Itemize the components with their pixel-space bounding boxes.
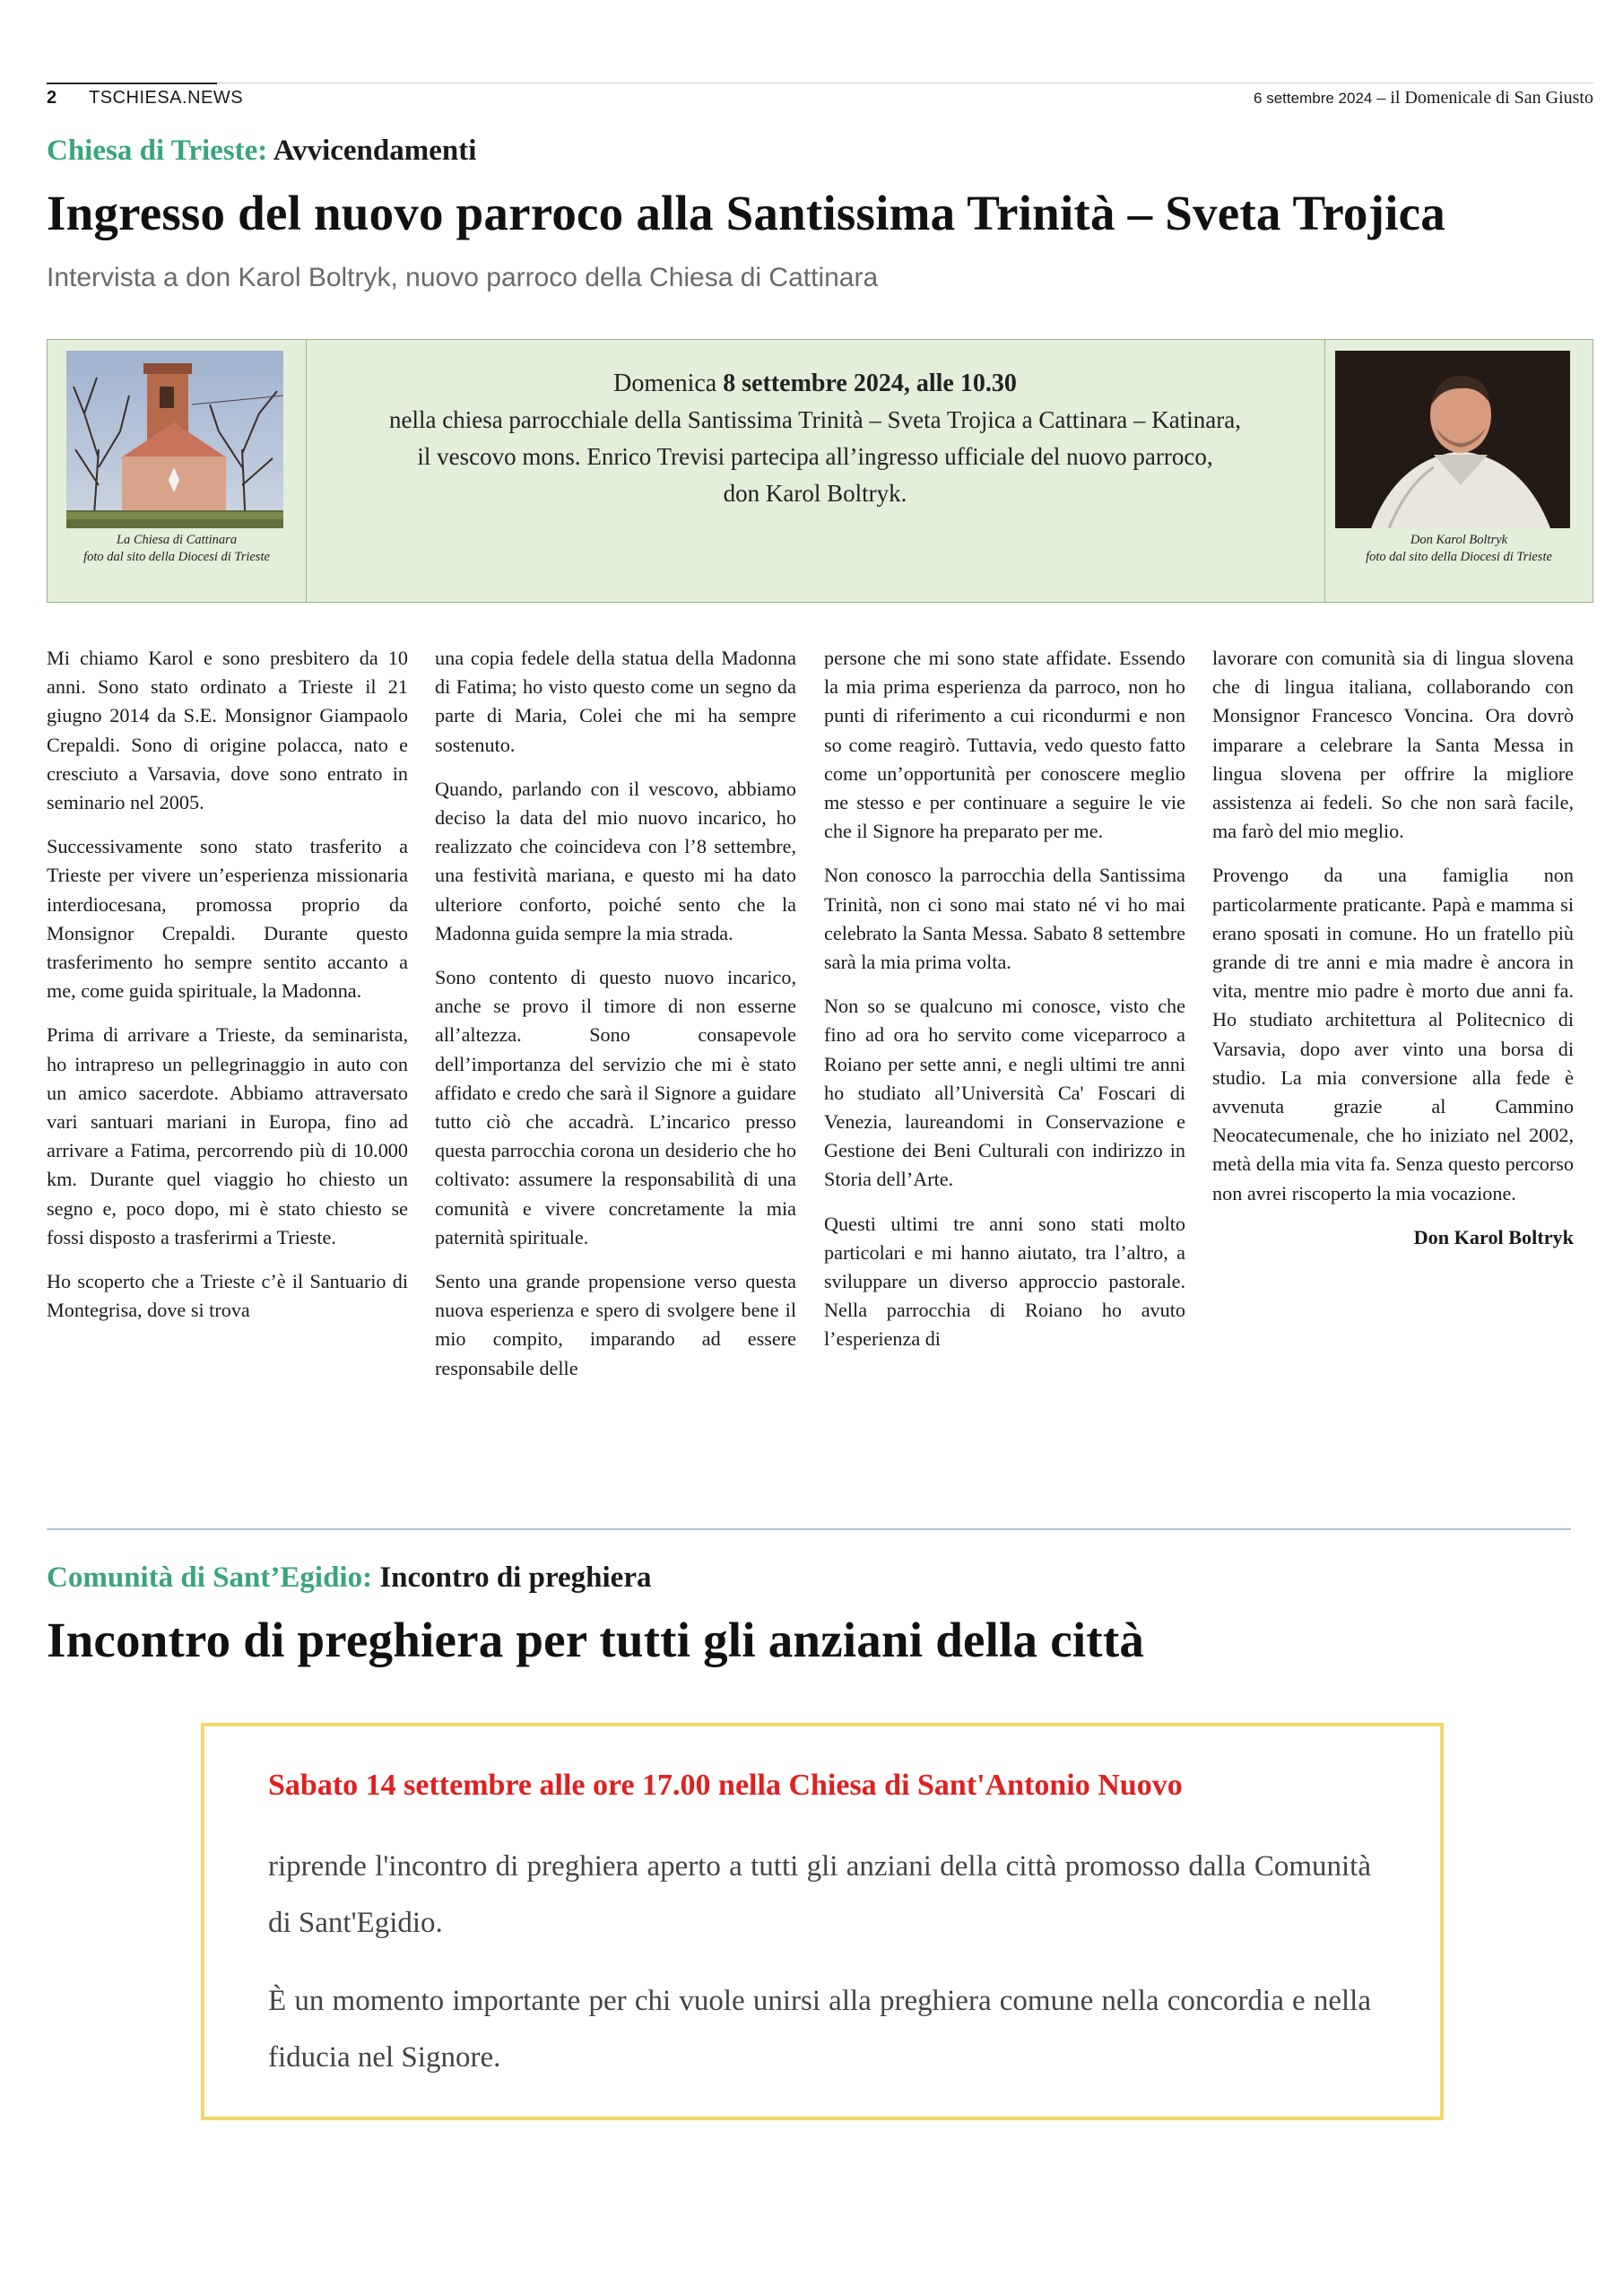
event-paragraph-2: È un momento importante per chi vuole unirsi alla preghiera comune nella concordia e nella fiducia nel Signore.	[268, 1985, 1371, 2074]
event-box	[201, 1723, 1444, 2120]
announcement-date-line	[317, 365, 1314, 402]
paragraph: Provengo da una famiglia non particolarmente praticante. Papà e mamma si erano sposati in comune. Ho un fratello più grande di tre anni e mia madre è ancora in vita, mentre mio padre è morto due anni fa. Ho studiato architettura al Politecnico di Varsavia, dopo aver vinto una borsa di studio. La mia conversione alla fede è avvenuta grazie al Cammino Neocatecumenale, che ho iniziato nel 2002, metà della mia vita fa. Senza questo percorso non avrei riscoperto la mia vocazione.	[1212, 864, 1574, 1205]
priest-image	[1335, 351, 1570, 528]
event-line: Sabato 14 settembre alle ore 17.00 nella Chiesa di Sant'Antonio Nuovo	[268, 1769, 1183, 1802]
paragraph: Prima di arrivare a Trieste, da seminarista, ho intrapreso un pellegrinaggio in auto con un amico sacerdote. Abbiamo attraversato vari santuari mariani in Europa, fino ad arrivare a Fatima, percorrendo più di 10.000 km. Durante quel viaggio ho chiesto un segno e, poco dopo, mi è stato chiesto se fossi disposto a trasferirmi a Trieste.	[47, 1023, 408, 1248]
article2-headline: Incontro di preghiera per tutti gli anziani della città	[47, 1613, 1145, 1667]
article1-column-3	[824, 644, 1185, 1354]
paragraph: una copia fedele della statua della Madonna di Fatima; ho visto questo come un segno da parte di Maria, Colei che mi ha sempre sostenuto.	[435, 647, 796, 756]
announcement-priest: don Karol Boltryk.	[723, 480, 907, 507]
church-photo-caption	[55, 532, 299, 566]
paragraph: Non conosco la parrocchia della Santissima Trinità, non ci sono mai stato né vi ho mai celebrato la Santa Messa. Sabato 8 settembre sarà la mia prima volta.	[824, 864, 1185, 974]
page-number: 2	[47, 88, 57, 108]
article1-subheadline: Intervista a don Karol Boltryk, nuovo parroco della Chiesa di Cattinara	[47, 263, 879, 292]
article2-topic: Incontro di preghiera	[379, 1561, 652, 1594]
paragraph: Quando, parlando con il vescovo, abbiamo deciso la data del mio nuovo incarico, ho realizzato che coincideva con l’8 settembre, una festività mariana, e questo mi ha dato ulteriore conforto, poiché sento che la Madonna guida sempre la mia strada.	[435, 777, 796, 944]
header-rule	[47, 83, 217, 84]
church-caption-title: La Chiesa di Cattinara	[116, 533, 238, 547]
paragraph: Questi ultimi tre anni sono stati molto particolari e mi hanno aiutato, tra l’altro, a sviluppare un diverso approccio pastorale. Nella parrocchia di Roiano ho avuto l’esperienza di	[824, 1212, 1185, 1351]
church-image	[66, 351, 283, 528]
article2-section: Comunità di Sant’Egidio:	[47, 1561, 373, 1594]
article1-column-1	[47, 644, 408, 1325]
page-header	[47, 83, 1593, 113]
announcement-box	[47, 339, 1593, 603]
paragraph: Ho scoperto che a Trieste c’è il Santuario di Montegrisa, dove si trova	[47, 1270, 408, 1322]
church-photo	[66, 351, 283, 528]
box-divider-left	[306, 340, 307, 602]
priest-photo	[1335, 351, 1570, 528]
announcement-bishop: il vescovo mons. Enrico Trevisi partecipa all’ingresso ufficiale del nuovo parroco,	[417, 443, 1213, 470]
priest-caption-credit: foto dal sito della Diocesi di Trieste	[1366, 550, 1552, 564]
announcement-text	[317, 365, 1314, 512]
priest-photo-caption	[1335, 532, 1583, 566]
article1-headline: Ingresso del nuovo parroco alla Santissima Trinità – Sveta Trojica	[47, 186, 1445, 240]
article1-kicker	[47, 135, 476, 168]
paragraph: persone che mi sono state affidate. Essendo la mia prima esperienza da parroco, non ho punti di riferimento a cui ricondurmi e non so come reagirò. Tuttavia, vedo questo fatto come un’opportunità per conoscere meglio me stesso e per continuare a seguire le vie che il Signore ha preparato per me.	[824, 647, 1185, 843]
publication-name: il Domenicale di San Giusto	[1390, 88, 1593, 108]
announcement-place: nella chiesa parrocchiale della Santissima Trinità – Sveta Trojica a Cattinara – Katinara,	[389, 406, 1241, 433]
date-separator: –	[1372, 88, 1391, 108]
paragraph: Sono contento di questo nuovo incarico, anche se provo il timore di non esserne all’altezza. Sono consapevole dell’importanza del servizio che mi è stato affidato e credo che sarà il Signore a guidare tutto ciò che accadrà. L’incarico presso questa parrocchia corona un desiderio che ho coltivato: assumere la responsabilità di una comunità e vivere concretamente la mia paternità spirituale.	[435, 966, 796, 1248]
paragraph: Mi chiamo Karol e sono presbitero da 10 anni. Sono stato ordinato a Trieste il 21 giugno 2014 da S.E. Monsignor Giampaolo Crepaldi. Sono di origine polacca, nato e cresciuto a Varsavia, dove sono entrato in seminario nel 2005.	[47, 647, 408, 814]
article1-section: Chiesa di Trieste:	[47, 135, 268, 167]
section-separator	[47, 1528, 1571, 1530]
announcement-day: Domenica	[613, 370, 724, 397]
church-caption-credit: foto dal sito della Diocesi di Trieste	[83, 550, 270, 564]
box-divider-right	[1324, 340, 1325, 602]
site-name: TSCHIESA.NEWS	[89, 88, 244, 108]
event-paragraph-1: riprende l'incontro di preghiera aperto a tutti gli anziani della città promosso dalla Comunità di Sant'Egidio.	[268, 1850, 1371, 1939]
paragraph: Non so se qualcuno mi conosce, visto che fino ad ora ho servito come viceparroco a Roiano per sette anni, e negli ultimi tre anni ho studiato all’Università Ca' Foscari di Venezia, laureandomi in Conservazione e Gestione dei Beni Culturali con indirizzo in Storia dell’Arte.	[824, 995, 1185, 1191]
issue-date-value: 6 settembre 2024	[1254, 90, 1373, 107]
article1-topic: Avvicendamenti	[273, 135, 477, 167]
article1-signature: Don Karol Boltryk	[1413, 1225, 1574, 1248]
announcement-date: 8 settembre 2024, alle 10.30	[723, 370, 1017, 397]
priest-caption-title: Don Karol Boltryk	[1410, 533, 1508, 547]
paragraph: Successivamente sono stato trasferito a Trieste per vivere un’esperienza missionaria interdiocesana, promossa proprio da Monsignor Crepaldi. Durante questo trasferimento ho sempre sentito accanto a me, come guida spirituale, la Madonna.	[47, 835, 408, 1003]
paragraph: Sento una grande propensione verso questa nuova esperienza e spero di svolgere bene il mio compito, imparando ad essere responsabile delle	[435, 1270, 796, 1379]
article1-column-2	[435, 644, 796, 1383]
article2-kicker	[47, 1561, 651, 1595]
paragraph: lavorare con comunità sia di lingua slovena che di lingua italiana, collaborando con Monsignor Francesco Voncina. Ora dovrò imparare a celebrare la Santa Messa in lingua slovena per offrire la migliore assistenza ai fedeli. So che non sarà facile, ma farò del mio meglio.	[1212, 647, 1574, 843]
article1-column-4	[1212, 644, 1574, 1252]
issue-date	[1254, 88, 1593, 109]
